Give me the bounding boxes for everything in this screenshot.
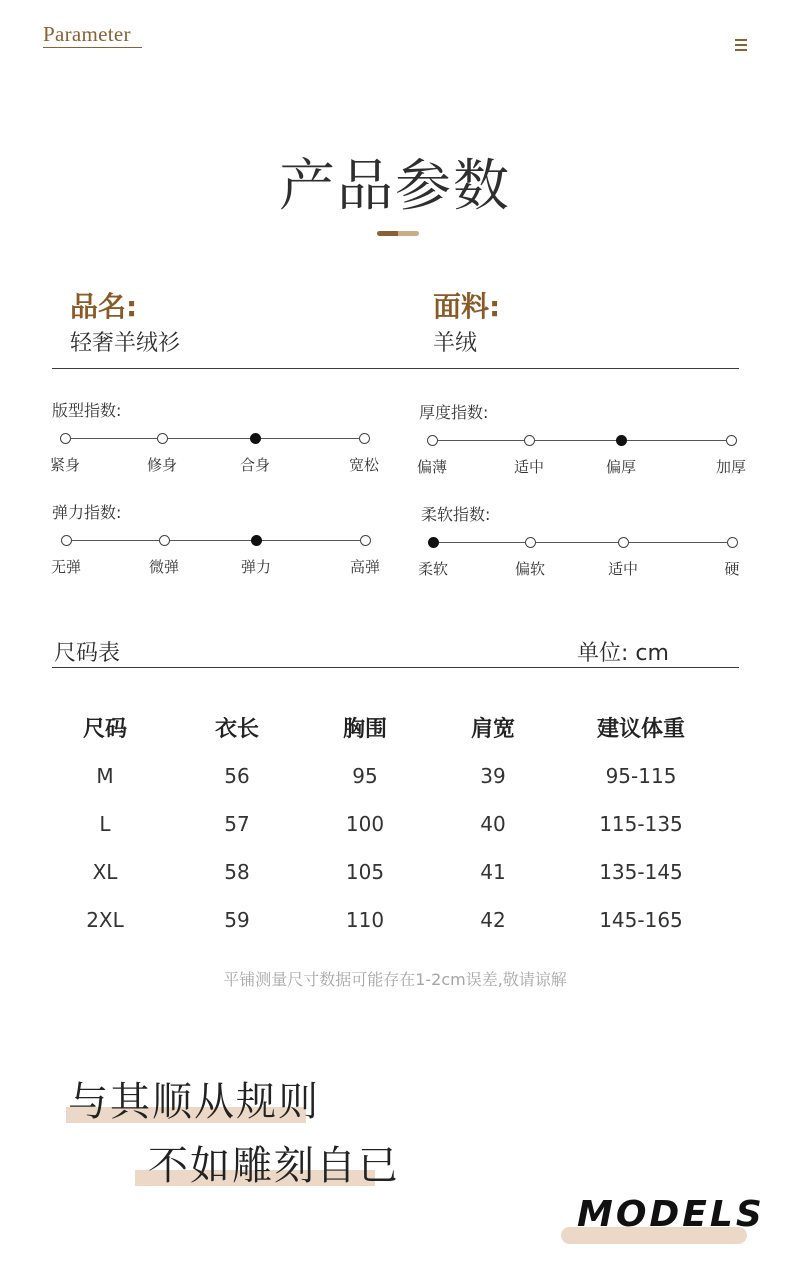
index-scale-label: 偏厚 <box>605 458 636 476</box>
size-table-cell: 110 <box>345 908 385 932</box>
size-table-cell: 105 <box>345 860 385 884</box>
size-table-cell: 145-165 <box>599 908 683 932</box>
index-dot-selected <box>250 433 261 444</box>
index-title: 厚度指数: <box>419 403 489 422</box>
index-dot <box>359 433 370 444</box>
page-title: 产品参数 <box>279 154 511 219</box>
index-scale-track <box>432 440 731 441</box>
size-table-cell: 42 <box>480 908 506 932</box>
index-title: 柔软指数: <box>421 505 491 524</box>
index-dot <box>618 537 629 548</box>
index-dot <box>360 535 371 546</box>
size-table-cell: 115-135 <box>599 812 683 836</box>
index-dot <box>524 435 535 446</box>
size-chart-title: 尺码表 <box>54 641 121 666</box>
measurement-note: 平铺测量尺寸数据可能存在1-2cm误差,敬请谅解 <box>223 970 567 989</box>
index-title: 版型指数: <box>52 401 122 420</box>
index-dot <box>727 537 738 548</box>
size-table-cell: 39 <box>480 764 506 788</box>
size-table-cell: 56 <box>224 764 250 788</box>
index-scale-label: 硬 <box>724 560 740 578</box>
brand-underline <box>43 47 142 48</box>
index-scale-label: 弹力 <box>240 558 271 576</box>
size-table-cell: 59 <box>224 908 250 932</box>
index-scale-label: 高弹 <box>349 558 380 576</box>
info-divider <box>52 368 739 369</box>
title-divider <box>377 231 419 236</box>
index-dot-selected <box>616 435 627 446</box>
index-dot <box>726 435 737 446</box>
models-label: MODELS <box>577 1194 765 1235</box>
brand-title: Parameter <box>43 22 131 46</box>
index-scale-label: 适中 <box>513 458 544 476</box>
index-dot <box>159 535 170 546</box>
index-scale-track <box>433 542 732 543</box>
fabric-label: 面料: <box>433 290 501 323</box>
index-title: 弹力指数: <box>52 503 122 522</box>
size-table-cell: 41 <box>480 860 506 884</box>
size-table-cell: L <box>99 812 111 836</box>
index-scale-label: 适中 <box>607 560 638 578</box>
index-dot <box>60 433 71 444</box>
size-table-header: 衣长 <box>214 717 259 742</box>
index-scale-label: 宽松 <box>348 456 379 474</box>
slogan-line2: 不如雕刻自已 <box>148 1143 400 1189</box>
size-table-cell: 40 <box>480 812 506 836</box>
size-table-header: 胸围 <box>342 717 387 742</box>
size-table-cell: 95-115 <box>605 764 677 788</box>
size-table-cell: M <box>96 764 114 788</box>
index-dot <box>157 433 168 444</box>
index-dot-selected <box>428 537 439 548</box>
size-table-cell: 100 <box>345 812 385 836</box>
index-scale-label: 无弹 <box>50 558 81 576</box>
hamburger-menu-icon[interactable] <box>735 39 747 51</box>
size-chart-divider <box>52 667 739 668</box>
size-table-header: 建议体重 <box>596 717 685 742</box>
size-table-cell: 58 <box>224 860 250 884</box>
index-dot <box>525 537 536 548</box>
index-scale-label: 加厚 <box>715 458 746 476</box>
size-table-cell: XL <box>92 860 118 884</box>
index-scale-label: 偏薄 <box>416 458 447 476</box>
size-table-cell: 95 <box>352 764 378 788</box>
index-scale-label: 偏软 <box>514 560 545 578</box>
index-dot <box>61 535 72 546</box>
size-chart-unit: 单位: cm <box>577 641 669 666</box>
index-scale-label: 修身 <box>146 456 177 474</box>
index-scale-label: 微弹 <box>148 558 179 576</box>
index-scale-track <box>65 438 364 439</box>
index-scale-label: 合身 <box>239 456 270 474</box>
size-table-header: 肩宽 <box>470 717 515 742</box>
index-dot <box>427 435 438 446</box>
fabric-value: 羊绒 <box>433 331 478 356</box>
index-dot-selected <box>251 535 262 546</box>
slogan-line1: 与其顺从规则 <box>68 1079 320 1125</box>
index-scale-track <box>66 540 365 541</box>
size-table-cell: 57 <box>224 812 250 836</box>
product-name-label: 品名: <box>70 290 138 323</box>
product-name-value: 轻奢羊绒衫 <box>70 331 181 356</box>
size-table-header: 尺码 <box>82 717 127 742</box>
index-scale-label: 紧身 <box>49 456 80 474</box>
index-scale-label: 柔软 <box>417 560 448 578</box>
size-table-cell: 135-145 <box>599 860 683 884</box>
size-table-cell: 2XL <box>86 908 124 932</box>
